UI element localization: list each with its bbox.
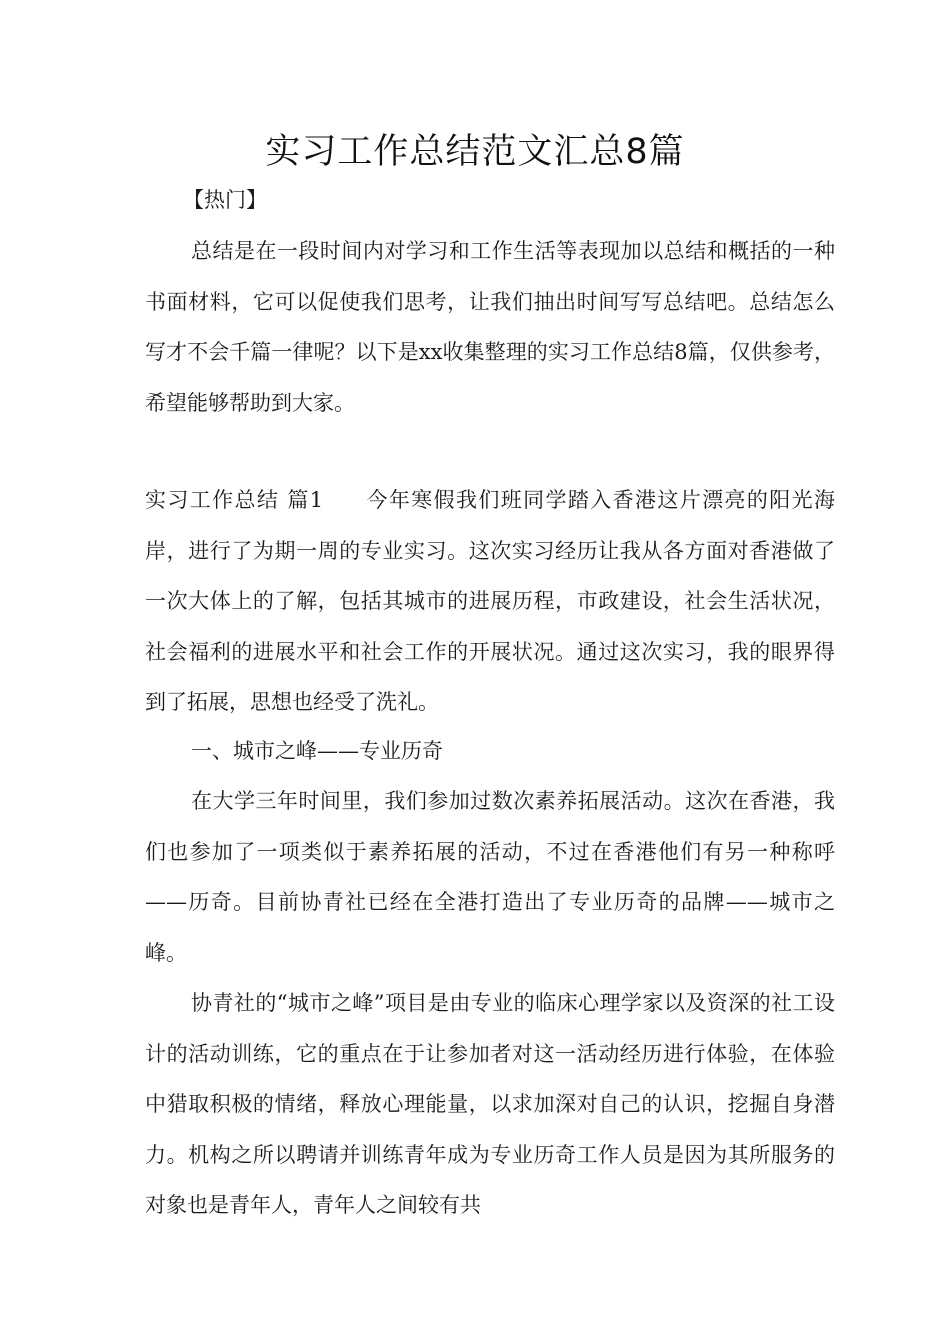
intro-paragraph: 总结是在一段时间内对学习和工作生活等表现加以总结和概括的一种书面材料，它可以促使我们思考，让我们抽出时间写写总结吧。总结怎么写才不会千篇一律呢？以下是xx收集整理的实习工作总结8篇，仅供参考，希望能够帮助到大家。	[145, 239, 835, 415]
paragraph-adventure: 在大学三年时间里，我们参加过数次素养拓展活动。这次在香港，我们也参加了一项类似于素养拓展的活动，不过在香港他们有另一种称呼——历奇。目前协青社已经在全港打造出了专业历奇的品牌——城市之峰。	[145, 789, 835, 965]
section-1-paragraph	[145, 475, 835, 728]
section-1-text: 今年寒假我们班同学踏入香港这片漂亮的阳光海岸，进行了为期一周的专业实习。这次实习经历让我从各方面对香港做了一次大体上的了解，包括其城市的进展历程，市政建设，社会生活状况，社会福利的进展水平和社会工作的开展状况。通过这次实习，我的眼界得到了拓展，思想也经受了洗礼。	[145, 488, 835, 714]
paragraph-city-peak-project: 协青社的“城市之峰”项目是由专业的临床心理学家以及资深的社工设计的活动训练，它的重点在于让参加者对这一活动经历进行体验，在体验中猎取积极的情绪，释放心理能量，以求加深对自己的认识，挖掘自身潜力。机构之所以聘请并训练青年成为专业历奇工作人员是因为其所服务的对象也是青年人，青年人之间较有共	[145, 991, 835, 1217]
section-label: 实习工作总结 篇1	[145, 488, 324, 512]
heading-city-peak: 一、城市之峰——专业历奇	[191, 739, 443, 763]
document-title: 实习工作总结范文汇总8篇	[265, 132, 685, 172]
hot-tag: 【热门】	[183, 188, 267, 212]
